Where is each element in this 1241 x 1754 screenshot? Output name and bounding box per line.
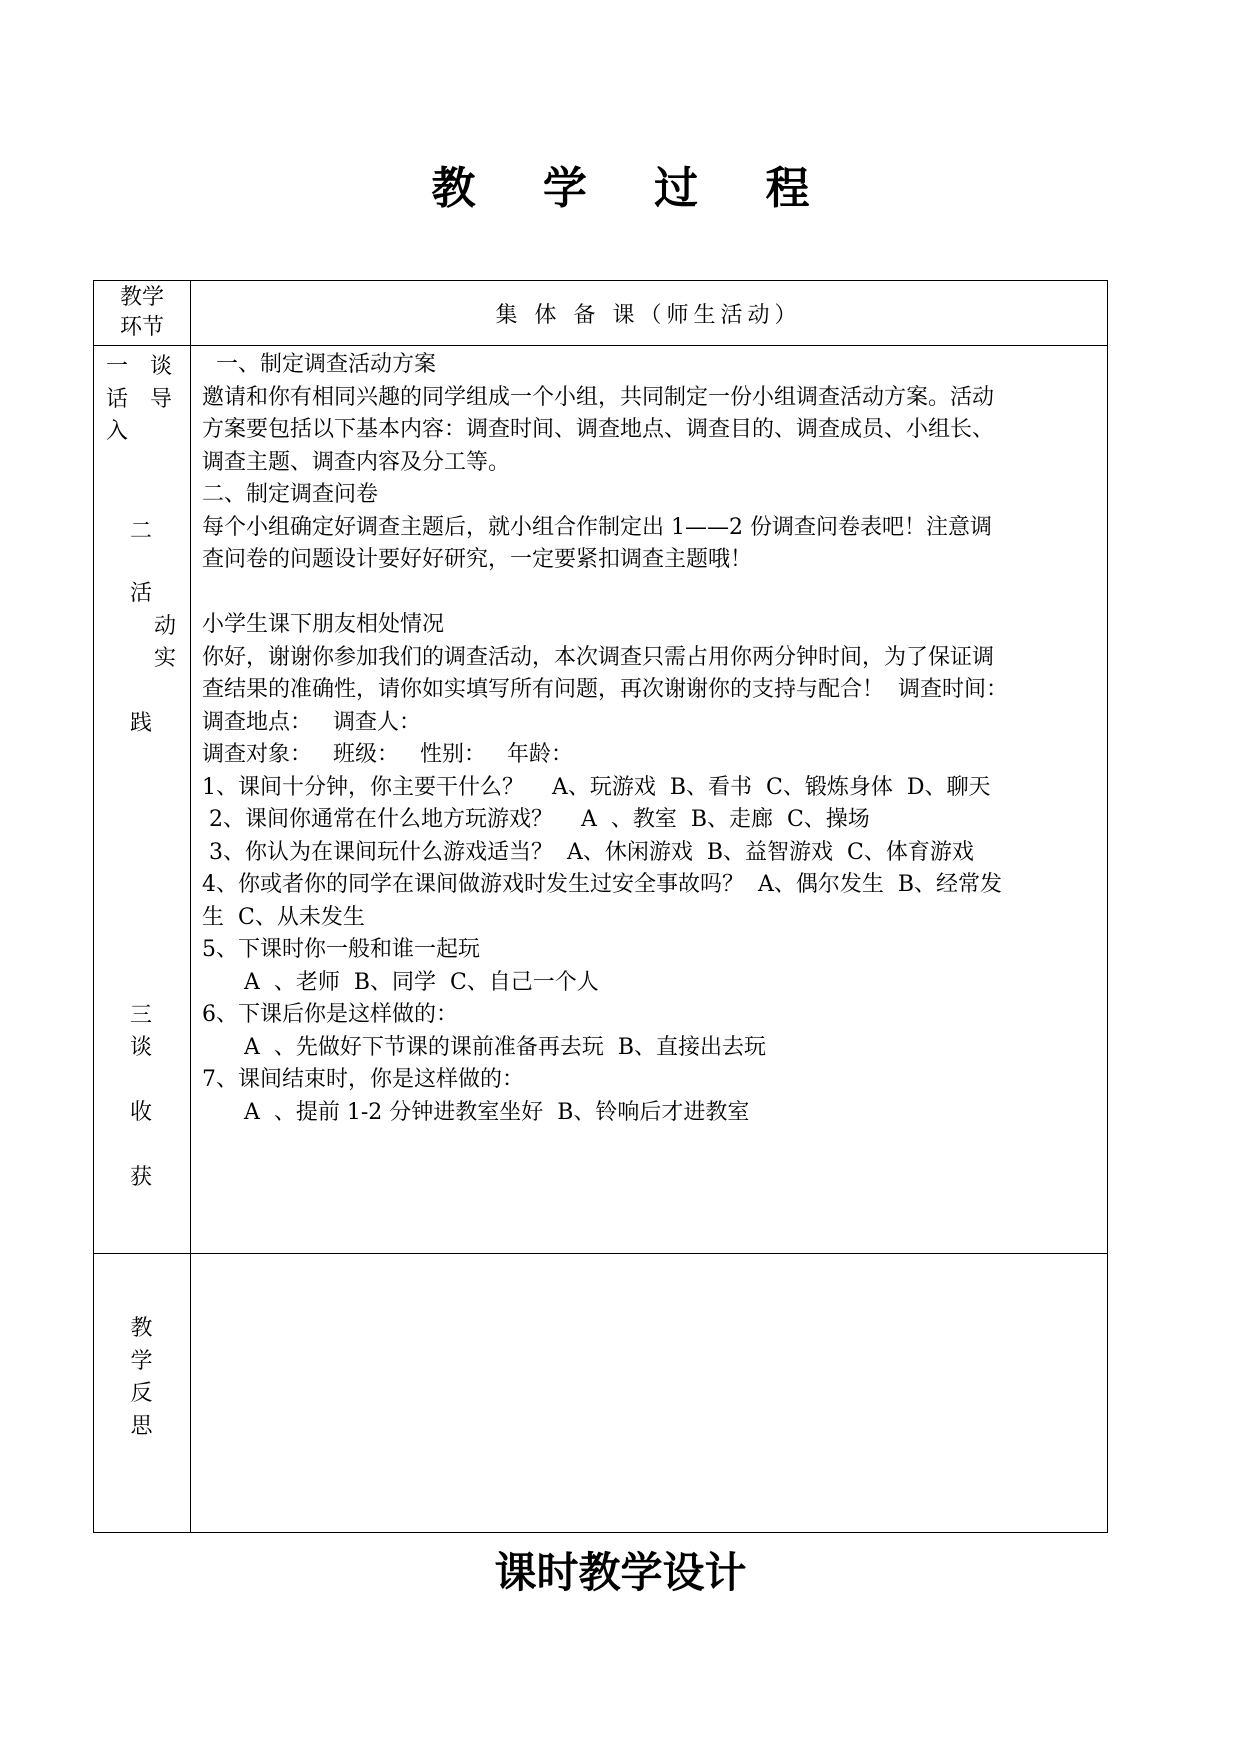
reflection-char: 思 [130,1413,153,1439]
content-line: A 、老师 B、同学 C、自己一个人 [202,969,599,995]
table-row-divider [93,1253,1108,1254]
content-line: A 、先做好下节课的课前准备再去玩 B、直接出去玩 [202,1034,766,1060]
content-line: A 、提前 1-2 分钟进教室坐好 B、铃响后才进教室 [202,1099,750,1125]
stage-3-line3: 收 [130,1100,153,1125]
content-line: 6、下课后你是这样做的： [202,1002,458,1027]
content-line: 二、制定调查问卷 [202,482,379,507]
content-line: 生 C、从未发生 [202,904,365,930]
stage-3-line2: 谈 [130,1035,153,1060]
table-border-top [93,280,1108,281]
content-line: 1、课间十分钟，你主要干什么？ A、玩游戏 B、看书 C、锻炼身体 D、聊天 [202,774,991,800]
content-line: 调查地点： 调查人： [202,709,421,735]
header-stage-label-line1: 教学 [119,285,164,310]
stage-3-line1: 三 [130,1003,153,1028]
stage-2-line2: 活 [130,581,153,606]
stage-1-line1: 一 谈 [106,354,173,379]
content-line [202,577,1102,610]
table-column-divider [190,280,191,1533]
content-line: 一、制定调查活动方案 [202,352,436,377]
content-line: 5、下课时你一般和谁一起玩 [202,937,480,962]
reflection-char: 学 [130,1348,153,1374]
page-title: 教 学 过 程 [431,163,836,214]
header-activity-label: 集 体 备 课（师生活动） [495,303,802,328]
stage-3-line4: 获 [130,1165,153,1190]
stage-2-line5: 践 [130,711,153,736]
content-line: 调查主题、调查内容及分工等。 [202,449,511,475]
stage-2-line1: 二 [130,519,153,544]
table-header-divider [93,345,1108,346]
stage-1-line2: 话 导 [106,387,173,412]
content-line: 每个小组确定好调查主题后，就小组合作制定出 1——2 份调查问卷表吧！注意调 [202,514,992,540]
header-stage-label [104,283,180,343]
content-line: 7、课间结束时，你是这样做的： [202,1067,524,1092]
header-stage-label-line2: 环节 [119,315,164,340]
table-border-right [1107,280,1108,1533]
content-line: 小学生课下朋友相处情况 [202,612,445,637]
content-line: 方案要包括以下基本内容：调查时间、调查地点、调查目的、调查成员、小组长、 [202,417,995,442]
reflection-char: 教 [130,1316,153,1341]
content-line: 查问卷的问题设计要好好研究，一定要紧扣调查主题哦！ [202,547,753,572]
activity-content [202,349,1102,1129]
table-border-bottom [93,1532,1108,1533]
content-line: 调查对象： 班级： 性别： 年龄： [202,742,573,767]
content-line: 你好，谢谢你参加我们的调查活动，本次调查只需占用你两分钟时间，为了保证调 [202,644,995,670]
reflection-char: 反 [130,1381,153,1406]
stage-1-line3: 入 [106,419,129,444]
content-line: 邀请和你有相同兴趣的同学组成一个小组，共同制定一份小组调查活动方案。活动 [202,384,995,410]
stage-2-line4: 实 [154,646,177,671]
stage-2-line3: 动 [154,614,177,639]
bottom-title: 课时教学设计 [494,1548,747,1597]
content-line: 4、你或者你的同学在课间做游戏时发生过安全事故吗？ A、偶尔发生 B、经常发 [202,872,1003,897]
content-line: 2、课间你通常在什么地方玩游戏？ A 、教室 B、走廊 C、操场 [202,807,870,832]
content-line: 3、你认为在课间玩什么游戏适当？ A、休闲游戏 B、益智游戏 C、体育游戏 [202,839,974,865]
content-line: 查结果的准确性，请你如实填写所有问题，再次谢谢你的支持与配合！ 调查时间： [202,677,1008,702]
reflection-label [93,1313,190,1443]
